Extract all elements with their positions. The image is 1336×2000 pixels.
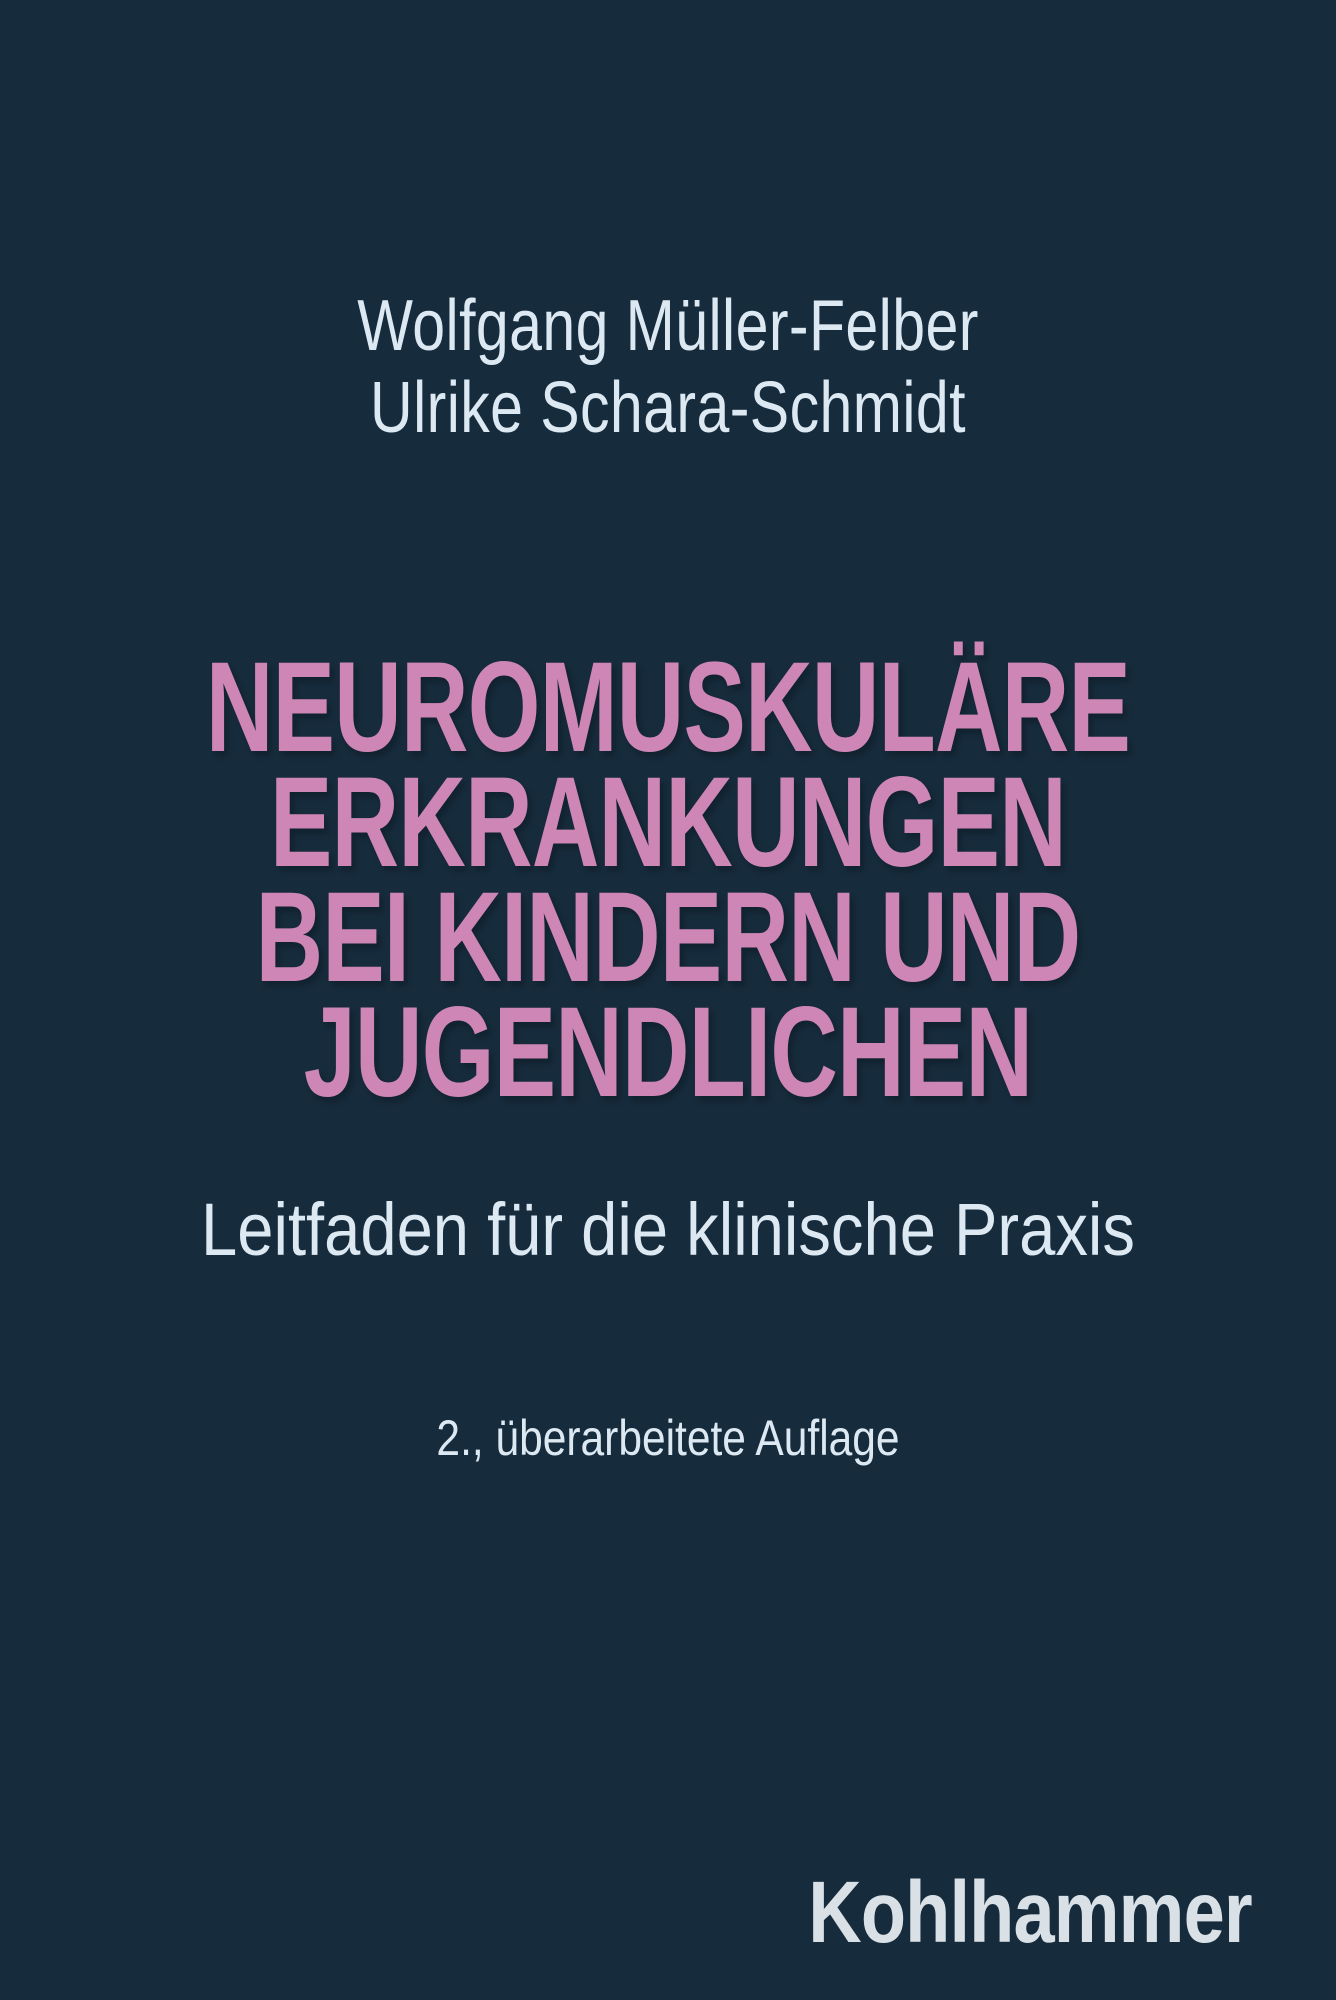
title-line-1: NEUROMUSKULÄRE bbox=[205, 636, 1131, 779]
publisher-logo: Kohlhammer bbox=[808, 1864, 1252, 1961]
title-line-4: JUGENDLICHEN bbox=[303, 981, 1033, 1124]
author-line-2: Ulrike Schara-Schmidt bbox=[370, 368, 966, 448]
title-line-3: BEI KINDERN UND bbox=[255, 866, 1081, 1009]
subtitle: Leitfaden für die klinische Praxis bbox=[201, 1188, 1135, 1271]
author-line-1: Wolfgang Müller-Felber bbox=[357, 286, 979, 366]
author-block bbox=[120, 285, 1216, 449]
book-title bbox=[180, 636, 1155, 1124]
edition-note: 2., überarbeitete Auflage bbox=[436, 1410, 900, 1466]
title-line-2: ERKRANKUNGEN bbox=[270, 751, 1066, 894]
